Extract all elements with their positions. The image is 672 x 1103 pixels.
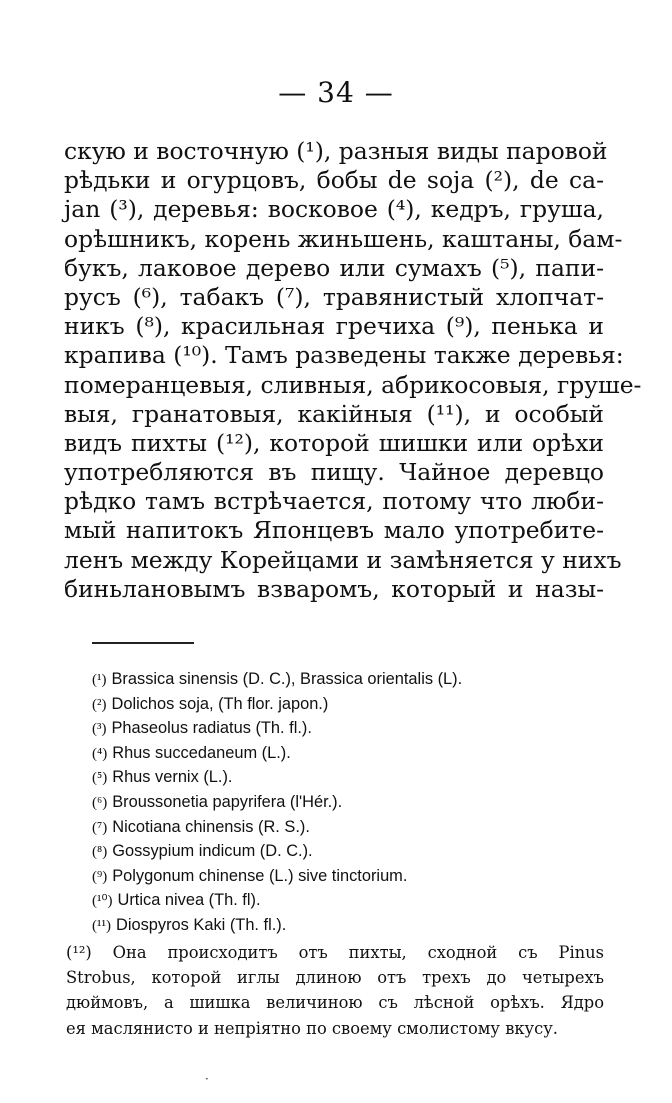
footnote-text: Rhus succedaneum (L.). <box>112 743 291 762</box>
body-line: померанцевыя, сливныя, абрикосовыя, груше- <box>64 370 642 399</box>
body-line: крапива (¹⁰). Тамъ разведены также деревья: <box>64 341 624 370</box>
footnote-4 <box>92 742 592 767</box>
footnote-text: Polygonum chinense (L.) sive tinctorium. <box>112 866 408 885</box>
body-line: jan (³), деревья: восковое (⁴), кедръ, груша, <box>64 195 604 224</box>
footnote-text: Brassica sinensis (D. C.), Brassica orientalis (L). <box>111 670 463 688</box>
body-line: рѣдко тамъ встрѣчается, потому что люби- <box>64 487 604 516</box>
footnote-text: Gossypium indicum (D. C.). <box>112 842 313 861</box>
footnote-text: Urtica nivea (Th. fl). <box>117 891 261 910</box>
body-line: употребляются въ пищу. Чайное деревцо <box>64 458 604 487</box>
body-line: никъ (⁸), красильная гречиха (⁹), пенька и <box>64 312 604 341</box>
footnotes <box>92 668 592 939</box>
body-line: букъ, лаковое дерево или сумахъ (⁵), папи- <box>64 253 604 282</box>
footnote-2 <box>92 693 592 718</box>
footnote-10 <box>92 889 592 914</box>
footnote-12-line: дюймовъ, а шишка величиною съ лѣсной орѣхъ. Ядро <box>66 993 604 1013</box>
body-line: ленъ между Корейцами и замѣняется у нихъ <box>64 545 622 574</box>
footnote-text: Broussonetia papyrifera (l'Hér.). <box>112 792 343 811</box>
footnote-6 <box>92 791 592 816</box>
footnote-mark: (⁶) <box>92 794 108 811</box>
footnote-12 <box>66 940 604 1041</box>
body-text <box>64 137 642 604</box>
ink-speck: · <box>205 1072 209 1086</box>
footnote-mark: (²) <box>92 696 107 713</box>
footnote-divider <box>92 642 194 644</box>
footnote-3 <box>92 717 592 742</box>
footnote-text: Phaseolus radiatus (Th. fl.). <box>111 719 312 738</box>
body-line: выя, гранатовыя, какійныя (¹¹), и особый <box>64 399 604 428</box>
body-line: мый напитокъ Японцевъ мало употребите- <box>64 516 604 545</box>
footnote-8 <box>92 840 592 865</box>
footnote-11 <box>92 914 592 939</box>
footnote-12-line: Strobus, которой иглы длиною отъ трехъ до четырехъ <box>66 968 604 988</box>
footnote-5 <box>92 766 592 791</box>
body-line: видъ пихты (¹²), которой шишки или орѣхи <box>64 428 604 457</box>
footnote-mark: (⁵) <box>92 770 108 787</box>
footnote-7 <box>92 816 592 841</box>
footnote-mark: (⁴) <box>92 745 108 762</box>
footnote-mark: (¹⁰) <box>92 893 113 910</box>
footnote-mark: (⁸) <box>92 844 108 861</box>
footnote-mark: (¹) <box>92 672 107 688</box>
footnote-text: Diospyros Kaki (Th. fl.). <box>115 915 287 934</box>
footnote-text: Dolichos soja, (Th flor. japon.) <box>111 694 329 713</box>
footnote-1 <box>92 668 592 693</box>
footnote-9 <box>92 865 592 890</box>
page-number: — 34 — <box>278 76 394 109</box>
body-line: скую и восточную (¹), разныя виды паровой <box>64 137 608 165</box>
footnote-text: Nicotiana chinensis (R. S.). <box>112 817 310 836</box>
footnote-12-line: (¹²) Она происходитъ отъ пихты, сходной съ Pinus <box>66 943 604 962</box>
footnote-mark: (³) <box>92 721 107 738</box>
footnote-12-line: ея маслянисто и непріятно по своему смолистому вкусу. <box>66 1018 558 1038</box>
footnote-mark: (¹¹) <box>92 917 111 934</box>
body-line: рѣдьки и огурцовъ, бобы de soja (²), de ca- <box>64 166 604 195</box>
footnote-mark: (⁷) <box>92 819 108 836</box>
body-line: орѣшникъ, корень жиньшень, каштаны, бам- <box>64 224 623 253</box>
footnote-mark: (⁹) <box>92 868 108 885</box>
body-line: биньлановымъ взваромъ, который и назы- <box>64 574 604 603</box>
footnote-text: Rhus vernix (L.). <box>112 768 233 787</box>
body-line: русъ (⁶), табакъ (⁷), травянистый хлопчат- <box>64 282 604 311</box>
